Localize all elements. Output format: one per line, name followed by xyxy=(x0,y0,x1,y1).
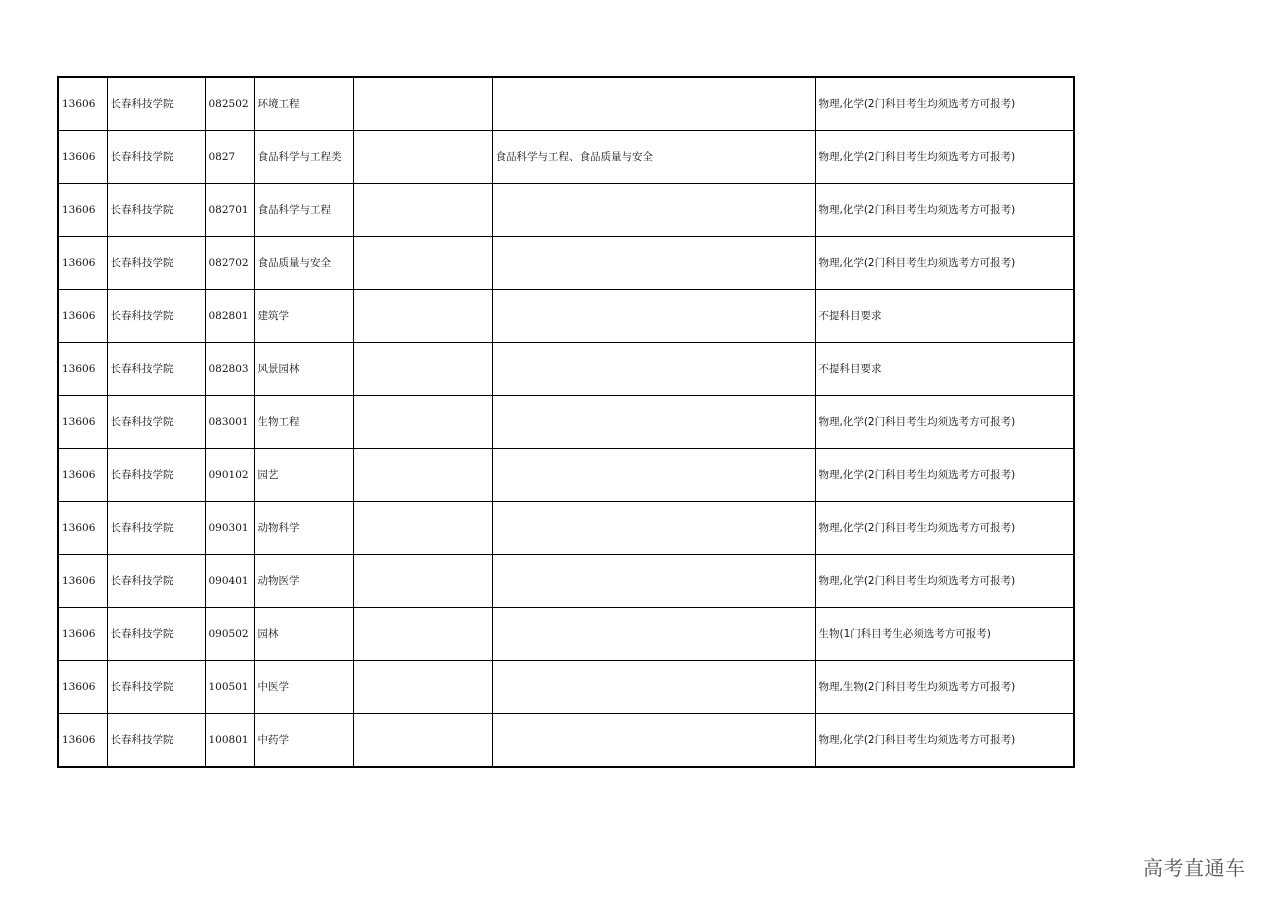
school-name-cell: 长春科技学院 xyxy=(107,608,205,661)
major-code-cell: 090301 xyxy=(205,502,254,555)
included-majors-cell xyxy=(492,608,815,661)
school-code-cell: 13606 xyxy=(58,290,107,343)
table-row xyxy=(58,502,1074,555)
table-row xyxy=(58,608,1074,661)
subject-requirement-cell: 物理,化学(2门科目考生均须选考方可报考) xyxy=(815,184,1074,237)
major-code-cell: 082803 xyxy=(205,343,254,396)
school-code-cell: 13606 xyxy=(58,343,107,396)
school-name-cell: 长春科技学院 xyxy=(107,237,205,290)
major-name-cell: 园艺 xyxy=(254,449,353,502)
table-row xyxy=(58,131,1074,184)
included-majors-cell xyxy=(492,714,815,768)
included-majors-cell xyxy=(492,396,815,449)
school-code-cell: 13606 xyxy=(58,184,107,237)
school-name-cell: 长春科技学院 xyxy=(107,184,205,237)
table-row xyxy=(58,237,1074,290)
major-name-cell: 中医学 xyxy=(254,661,353,714)
school-name-cell: 长春科技学院 xyxy=(107,449,205,502)
included-majors-cell xyxy=(492,184,815,237)
note-cell xyxy=(353,343,492,396)
major-code-cell: 083001 xyxy=(205,396,254,449)
included-majors-cell: 食品科学与工程、食品质量与安全 xyxy=(492,131,815,184)
major-code-cell: 082702 xyxy=(205,237,254,290)
note-cell xyxy=(353,608,492,661)
table-row xyxy=(58,290,1074,343)
school-code-cell: 13606 xyxy=(58,131,107,184)
school-name-cell: 长春科技学院 xyxy=(107,343,205,396)
note-cell xyxy=(353,396,492,449)
school-code-cell: 13606 xyxy=(58,396,107,449)
note-cell xyxy=(353,184,492,237)
included-majors-cell xyxy=(492,77,815,131)
major-name-cell: 风景园林 xyxy=(254,343,353,396)
note-cell xyxy=(353,77,492,131)
school-code-cell: 13606 xyxy=(58,714,107,768)
included-majors-cell xyxy=(492,661,815,714)
subject-requirement-cell: 物理,生物(2门科目考生均须选考方可报考) xyxy=(815,661,1074,714)
note-cell xyxy=(353,237,492,290)
note-cell xyxy=(353,131,492,184)
major-code-cell: 090401 xyxy=(205,555,254,608)
school-code-cell: 13606 xyxy=(58,237,107,290)
major-code-cell: 090102 xyxy=(205,449,254,502)
note-cell xyxy=(353,555,492,608)
subject-requirement-cell: 不提科目要求 xyxy=(815,343,1074,396)
major-name-cell: 中药学 xyxy=(254,714,353,768)
table-row xyxy=(58,77,1074,131)
major-name-cell: 建筑学 xyxy=(254,290,353,343)
subject-requirement-cell: 物理,化学(2门科目考生均须选考方可报考) xyxy=(815,555,1074,608)
major-name-cell: 动物医学 xyxy=(254,555,353,608)
major-code-cell: 090502 xyxy=(205,608,254,661)
major-code-cell: 082701 xyxy=(205,184,254,237)
major-name-cell: 环境工程 xyxy=(254,77,353,131)
major-name-cell: 动物科学 xyxy=(254,502,353,555)
subject-requirement-cell: 物理,化学(2门科目考生均须选考方可报考) xyxy=(815,131,1074,184)
included-majors-cell xyxy=(492,237,815,290)
school-name-cell: 长春科技学院 xyxy=(107,502,205,555)
note-cell xyxy=(353,449,492,502)
major-code-cell: 0827 xyxy=(205,131,254,184)
major-code-cell: 100501 xyxy=(205,661,254,714)
subject-requirement-cell: 物理,化学(2门科目考生均须选考方可报考) xyxy=(815,396,1074,449)
table-row xyxy=(58,184,1074,237)
included-majors-cell xyxy=(492,449,815,502)
major-code-cell: 082801 xyxy=(205,290,254,343)
table-body xyxy=(58,77,1074,767)
included-majors-cell xyxy=(492,343,815,396)
table-row xyxy=(58,343,1074,396)
subject-requirement-cell: 物理,化学(2门科目考生均须选考方可报考) xyxy=(815,714,1074,768)
subject-requirement-cell: 不提科目要求 xyxy=(815,290,1074,343)
school-name-cell: 长春科技学院 xyxy=(107,396,205,449)
note-cell xyxy=(353,290,492,343)
major-name-cell: 食品科学与工程 xyxy=(254,184,353,237)
subject-requirement-cell: 物理,化学(2门科目考生均须选考方可报考) xyxy=(815,77,1074,131)
school-code-cell: 13606 xyxy=(58,77,107,131)
subject-requirements-table xyxy=(57,76,1075,768)
school-name-cell: 长春科技学院 xyxy=(107,131,205,184)
table-row xyxy=(58,714,1074,768)
major-code-cell: 082502 xyxy=(205,77,254,131)
school-name-cell: 长春科技学院 xyxy=(107,661,205,714)
school-code-cell: 13606 xyxy=(58,608,107,661)
major-code-cell: 100801 xyxy=(205,714,254,768)
school-code-cell: 13606 xyxy=(58,449,107,502)
note-cell xyxy=(353,502,492,555)
table-row xyxy=(58,555,1074,608)
school-code-cell: 13606 xyxy=(58,502,107,555)
major-name-cell: 生物工程 xyxy=(254,396,353,449)
school-name-cell: 长春科技学院 xyxy=(107,714,205,768)
note-cell xyxy=(353,661,492,714)
included-majors-cell xyxy=(492,502,815,555)
included-majors-cell xyxy=(492,555,815,608)
major-name-cell: 食品质量与安全 xyxy=(254,237,353,290)
school-code-cell: 13606 xyxy=(58,661,107,714)
school-name-cell: 长春科技学院 xyxy=(107,77,205,131)
subject-requirement-cell: 物理,化学(2门科目考生均须选考方可报考) xyxy=(815,237,1074,290)
watermark-text: 高考直通车 xyxy=(1143,856,1246,880)
school-name-cell: 长春科技学院 xyxy=(107,290,205,343)
school-code-cell: 13606 xyxy=(58,555,107,608)
major-name-cell: 食品科学与工程类 xyxy=(254,131,353,184)
included-majors-cell xyxy=(492,290,815,343)
table-row xyxy=(58,661,1074,714)
subject-requirement-cell: 物理,化学(2门科目考生均须选考方可报考) xyxy=(815,449,1074,502)
subject-requirement-cell: 物理,化学(2门科目考生均须选考方可报考) xyxy=(815,502,1074,555)
table-row xyxy=(58,396,1074,449)
major-name-cell: 园林 xyxy=(254,608,353,661)
subject-requirement-cell: 生物(1门科目考生必须选考方可报考) xyxy=(815,608,1074,661)
table-row xyxy=(58,449,1074,502)
note-cell xyxy=(353,714,492,768)
school-name-cell: 长春科技学院 xyxy=(107,555,205,608)
